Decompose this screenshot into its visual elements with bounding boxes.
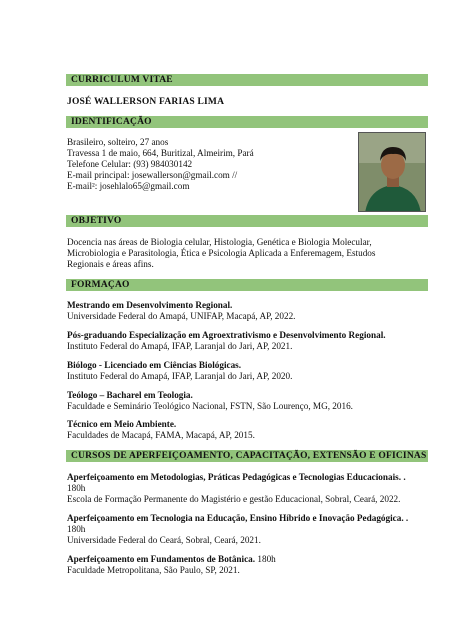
formacao-title: Técnico em Meio Ambiente. [67,419,177,429]
curso-title: Aperfeiçoamento em Metodologias, Práticas Pedagógicas e Tecnologias Educacionais. . [67,472,406,482]
section-bar-formacao [66,279,428,291]
id-line: Brasileiro, solteiro, 27 anos [67,137,169,147]
id-line: Telefone Celular: (93) 984030142 [67,159,193,169]
profile-photo [358,132,426,212]
cursos-heading: CURSOS DE APERFEIÇOAMENTO, CAPACITAÇÃO, EXTENSÃO E OFICINAS [71,451,427,461]
formacao-institution: Faculdades de Macapá, FAMA, Macapá, AP, 2015. [67,430,255,440]
curso-title: Aperfeiçoamento em Tecnologia na Educação, Ensino Híbrido e Inovação Pedagógica. . [67,513,409,523]
curso-line [67,554,276,565]
formacao-title: Teólogo – Bacharel em Teologia. [67,390,193,400]
formacao-institution: Instituto Federal do Amapá, IFAP, Laranjal do Jari, AP, 2021. [67,341,293,351]
person-name: JOSÉ WALLERSON FARIAS LIMA [67,97,225,107]
objetivo-heading: OBJETIVO [71,216,122,226]
curso-institution: Universidade Federal do Ceará, Sobral, Ceará, 2021. [67,535,261,545]
section-bar-objetivo [66,215,428,227]
curso-title: Aperfeiçoamento em Fundamentos de Botânica. [67,554,256,564]
objetivo-line: Regionais e áreas afins. [67,259,154,269]
profile-photo-image [359,133,426,212]
objetivo-line: Microbiologia e Parasitologia, Ética e Psicologia Aplicada a Enferemagem, Estudos [67,248,376,258]
curso-hours: 180h [257,554,276,564]
curso-institution: Faculdade Metropolitana, São Paulo, SP, 2021. [67,565,240,575]
id-line: E-mail principal: josewallerson@gmail.com // [67,170,238,180]
formacao-institution: Instituto Federal do Amapá, IFAP, Laranjal do Jari, AP, 2020. [67,371,293,381]
cv-title: CURRICULUM VITAE [71,75,173,85]
formacao-title: Biólogo - Licenciado em Ciências Biológicas. [67,360,242,370]
curso-hours: 180h [67,524,86,534]
identificacao-heading: IDENTIFICAÇÃO [71,117,152,127]
formacao-institution: Faculdade e Seminário Teológico Nacional, FSTN, São Lourenço, MG, 2016. [67,401,353,411]
curso-hours: 180h [67,483,86,493]
formacao-title: Mestrando em Desenvolvimento Regional. [67,300,233,310]
formacao-title: Pós-graduando Especialização em Agroextrativismo e Desenvolvimento Regional. [67,330,386,340]
objetivo-line: Docencia nas áreas de Biologia celular, Histologia, Genética e Biologia Molecular, [67,237,372,247]
formacao-heading: FORMAÇAO [71,280,130,290]
curso-institution: Escola de Formação Permanente do Magistério e gestão Educacional, Sobral, Ceará, 2022. [67,494,401,504]
section-bar-cursos [66,450,428,462]
id-line: Travessa 1 de maio, 664, Buritizal, Almeirim, Pará [67,148,254,158]
id-line: E-mail²: josehlalo65@gmail.com [67,181,190,191]
section-bar-identificacao [66,116,428,128]
section-bar-cv [66,74,428,86]
formacao-institution: Universidade Federal do Amapá, UNIFAP, Macapá, AP, 2022. [67,311,296,321]
